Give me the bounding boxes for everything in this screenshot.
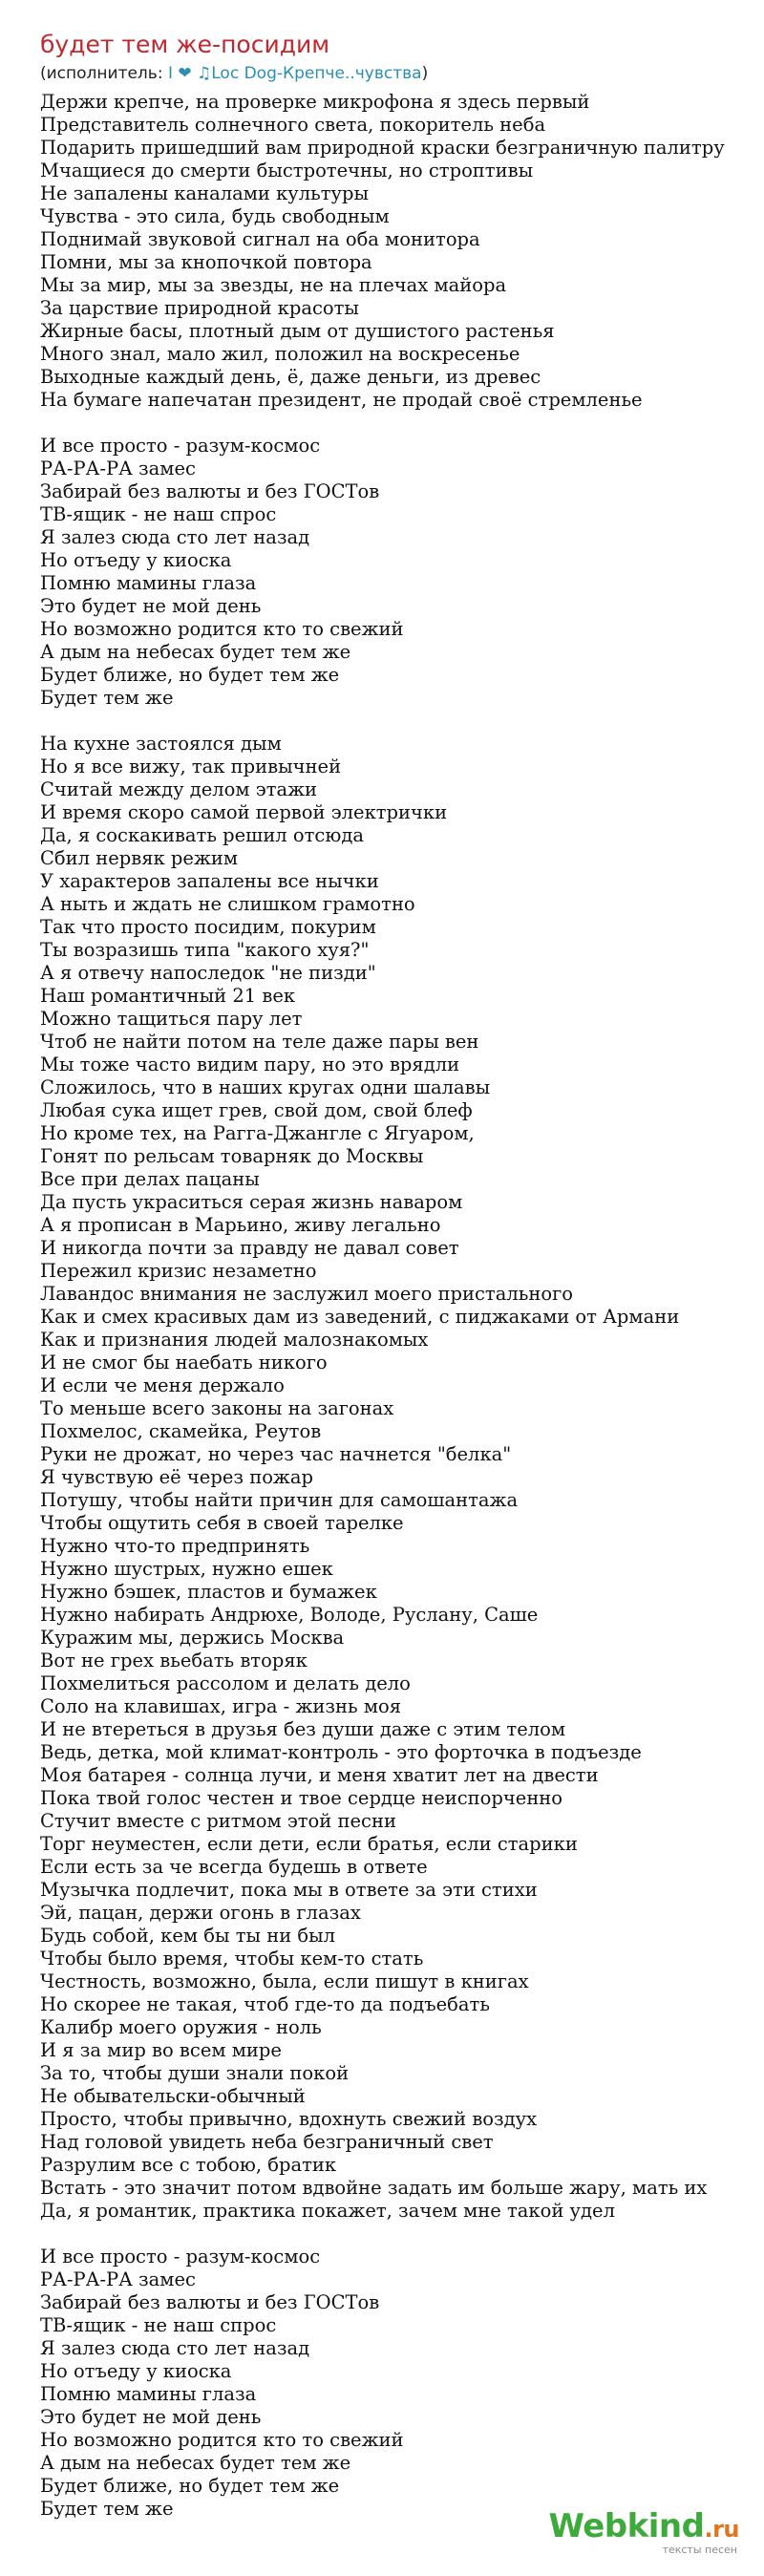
stanza-gap: [40, 2223, 764, 2246]
lyric-line: И если че меня держало: [40, 1374, 285, 1396]
lyric-line: На бумаге напечатан президент, не продай своё стремленье: [40, 389, 643, 411]
brand-wordmark: [548, 2508, 739, 2547]
stanza-gap: [40, 710, 764, 733]
lyric-line: Калибр моего оружия - ноль: [40, 2016, 322, 2038]
lyric-line: И не втереться в друзья без души даже с этим телом: [40, 1718, 566, 1740]
lyric-line: Я залез сюда сто лет назад: [40, 526, 310, 548]
lyric-line: Забирай без валюты и без ГОСТов: [40, 2291, 380, 2313]
lyric-line: И никогда почти за правду не давал совет: [40, 1237, 459, 1259]
lyric-line: Мчащиеся до смерти быстротечны, но строптивы: [40, 160, 534, 181]
lyric-line: А ныть и ждать не слишком грамотно: [40, 893, 415, 915]
artist-line: [40, 63, 428, 84]
lyric-line: Помни, мы за кнопочкой повтора: [40, 251, 372, 273]
lyric-line: На кухне застоялся дым: [40, 733, 282, 755]
lyric-line: Куражим мы, держись Москва: [40, 1627, 345, 1649]
lyric-line: За то, чтобы души знали покой: [40, 2062, 350, 2084]
lyric-line: Ты возразишь типа "какого хуя?": [40, 939, 370, 961]
lyric-line: Как и признания людей малознакомых: [40, 1329, 429, 1351]
lyric-line: Над головой увидеть неба безграничный свет: [40, 2131, 494, 2153]
lyric-line: Соло на клавишах, игра - жизнь моя: [40, 1695, 402, 1717]
lyric-line: Потушу, чтобы найти причин для самошантажа: [40, 1489, 519, 1511]
lyric-line: Музычка подлечит, пока мы в ответе за эти стихи: [40, 1879, 538, 1901]
lyric-line: Но я все вижу, так привычней: [40, 756, 342, 777]
lyric-line: Нужно набирать Андрюхе, Володе, Руслану, Саше: [40, 1604, 539, 1626]
lyric-line: Но отъеду у киоска: [40, 549, 232, 571]
lyric-line: Будет ближе, но будет тем же: [40, 664, 340, 686]
artist-prefix: (исполнитель:: [40, 64, 168, 83]
lyric-line: Жирные басы, плотный дым от душистого растенья: [40, 320, 555, 342]
lyric-line: Наш романтичный 21 век: [40, 985, 296, 1007]
lyric-line: Выходные каждый день, ё, даже деньги, из древес: [40, 366, 541, 388]
lyric-line: И все просто - разум-космос: [40, 2246, 321, 2267]
lyric-line: За царствие природной красоты: [40, 297, 359, 319]
lyric-line: Чтоб не найти потом на теле даже пары вен: [40, 1031, 479, 1053]
lyric-line: Я залез сюда сто лет назад: [40, 2337, 310, 2359]
lyric-line: Но отъеду у киоска: [40, 2360, 232, 2382]
lyric-line: Но возможно родится кто то свежий: [40, 618, 404, 640]
lyric-line: И время скоро самой первой электрички: [40, 801, 448, 823]
lyric-line: Моя батарея - солнца лучи, и меня хватит лет на двести: [40, 1764, 599, 1786]
lyric-line: Как и смех красивых дам из заведений, с пиджаками от Армани: [40, 1306, 680, 1328]
lyric-line: ТВ-ящик - не наш спрос: [40, 2314, 277, 2336]
lyric-line: Лавандос внимания не заслужил моего пристального: [40, 1283, 574, 1305]
lyric-line: Нужно что-то предпринять: [40, 1535, 310, 1557]
lyric-line: Можно тащиться пару лет: [40, 1008, 303, 1030]
lyric-line: Просто, чтобы привычно, вдохнуть свежий воздух: [40, 2108, 538, 2130]
lyrics-body: [40, 91, 764, 2521]
brand-name: Webkind: [548, 2507, 705, 2545]
lyric-line: Да, я соскакивать решил отсюда: [40, 824, 364, 846]
lyric-line: ТВ-ящик - не наш спрос: [40, 503, 277, 525]
lyric-line: Похмелиться рассолом и делать дело: [40, 1672, 411, 1694]
lyric-line: Много знал, мало жил, положил на воскресенье: [40, 343, 520, 365]
lyric-line: Руки не дрожат, но через час начнется "белка": [40, 1443, 512, 1465]
artist-link[interactable]: I ❤ ♫Loc Dog-Крепче..чувства: [167, 64, 422, 83]
lyric-line: Мы за мир, мы за звезды, не на плечах майора: [40, 274, 507, 296]
lyric-line: Похмелос, скамейка, Реутов: [40, 1420, 322, 1442]
lyric-line: Сложилось, что в наших кругах одни шалавы: [40, 1076, 491, 1098]
lyric-line: Эй, пацан, держи огонь в глазах: [40, 1902, 361, 1924]
lyric-line: Будь собой, кем бы ты ни был: [40, 1925, 336, 1947]
lyric-line: И я за мир во всем мире: [40, 2039, 282, 2061]
lyric-line: Помню мамины глаза: [40, 572, 257, 594]
lyric-line: Разрулим все с тобою, братик: [40, 2154, 337, 2176]
stanza-gap: [40, 412, 764, 435]
lyric-line: Чтобы было время, чтобы кем-то стать: [40, 1948, 424, 1969]
lyric-line: Будет ближе, но будет тем же: [40, 2475, 340, 2497]
lyric-line: Да, я романтик, практика покажет, зачем мне такой удел: [40, 2200, 615, 2222]
lyric-line: Будет тем же: [40, 2498, 174, 2520]
lyric-line: РА-РА-РА замес: [40, 2268, 196, 2290]
lyric-line: А дым на небесах будет тем же: [40, 2452, 351, 2474]
lyric-line: У характеров запалены все нычки: [40, 870, 379, 892]
lyric-line: Помню мамины глаза: [40, 2383, 257, 2405]
webkind-logo[interactable]: [548, 2508, 739, 2556]
brand-tagline: тексты песен: [662, 2544, 737, 2556]
lyric-line: Вот не грех вьебать вторяк: [40, 1650, 308, 1671]
lyric-line: Так что просто посидим, покурим: [40, 916, 376, 938]
lyric-line: Не обывательски-обычный: [40, 2085, 306, 2107]
lyric-line: Подарить пришедший вам природной краски безграничную палитру: [40, 137, 725, 159]
lyric-line: И не смог бы наебать никого: [40, 1352, 328, 1373]
lyric-line: РА-РА-РА замес: [40, 458, 196, 479]
lyric-line: Гонят по рельсам товарняк до Москвы: [40, 1145, 424, 1167]
lyric-line: Но скорее не такая, чтоб где-то да подъебать: [40, 1993, 490, 2015]
lyric-line: Да пусть украситься серая жизнь наваром: [40, 1191, 463, 1213]
artist-suffix: ): [421, 64, 429, 83]
lyric-line: Я чувствую её через пожар: [40, 1466, 313, 1488]
lyric-line: Ведь, детка, мой климат-контроль - это форточка в подъезде: [40, 1741, 642, 1763]
lyric-line: Но возможно родится кто то свежий: [40, 2429, 404, 2451]
lyric-line: И все просто - разум-космос: [40, 435, 321, 457]
lyric-line: Пока твой голос честен и твое сердце неиспорченно: [40, 1787, 563, 1809]
lyric-line: Это будет не мой день: [40, 595, 262, 617]
lyric-line: Стучит вместе с ритмом этой песни: [40, 1810, 396, 1832]
lyric-line: Все при делах пацаны: [40, 1168, 260, 1190]
song-title: будет тем же-посидим: [40, 31, 330, 58]
lyric-line: Это будет не мой день: [40, 2406, 262, 2428]
lyric-line: Будет тем же: [40, 687, 174, 709]
lyric-line: Чувства - это сила, будь свободным: [40, 205, 390, 227]
lyric-line: То меньше всего законы на загонах: [40, 1397, 394, 1419]
lyric-line: А дым на небесах будет тем же: [40, 641, 351, 663]
lyric-line: Считай между делом этажи: [40, 778, 318, 800]
lyric-line: Любая сука ищет грев, свой дом, свой блеф: [40, 1099, 473, 1121]
lyric-line: Представитель солнечного света, покоритель неба: [40, 114, 546, 136]
lyric-line: Поднимай звуковой сигнал на оба монитора: [40, 228, 480, 250]
lyric-line: Забирай без валюты и без ГОСТов: [40, 480, 380, 502]
lyric-line: Встать - это значит потом вдвойне задать им больше жару, мать их: [40, 2177, 708, 2199]
lyric-line: Торг неуместен, если дети, если братья, если старики: [40, 1833, 578, 1855]
lyric-line: А я отвечу напоследок "не пизди": [40, 962, 376, 984]
lyric-line: Чтобы ощутить себя в своей тарелке: [40, 1512, 404, 1534]
lyric-line: Нужно бэшек, пластов и бумажек: [40, 1581, 377, 1603]
lyric-line: А я прописан в Марьино, живу легально: [40, 1214, 441, 1236]
lyric-line: Нужно шустрых, нужно ешек: [40, 1558, 333, 1580]
lyric-line: Не запалены каналами культуры: [40, 182, 370, 204]
lyric-line: Держи крепче, на проверке микрофона я здесь первый: [40, 91, 590, 113]
lyric-line: Сбил нервяк режим: [40, 847, 239, 869]
brand-tld: .ru: [704, 2516, 739, 2543]
lyric-line: Мы тоже часто видим пару, но это врядли: [40, 1054, 460, 1075]
lyric-line: Если есть за че всегда будешь в ответе: [40, 1856, 428, 1878]
lyric-line: Но кроме тех, на Рагга-Джангле с Ягуаром,: [40, 1122, 475, 1144]
lyric-line: Пережил кризис незаметно: [40, 1260, 317, 1282]
lyric-line: Честность, возможно, была, если пишут в книгах: [40, 1970, 529, 1992]
